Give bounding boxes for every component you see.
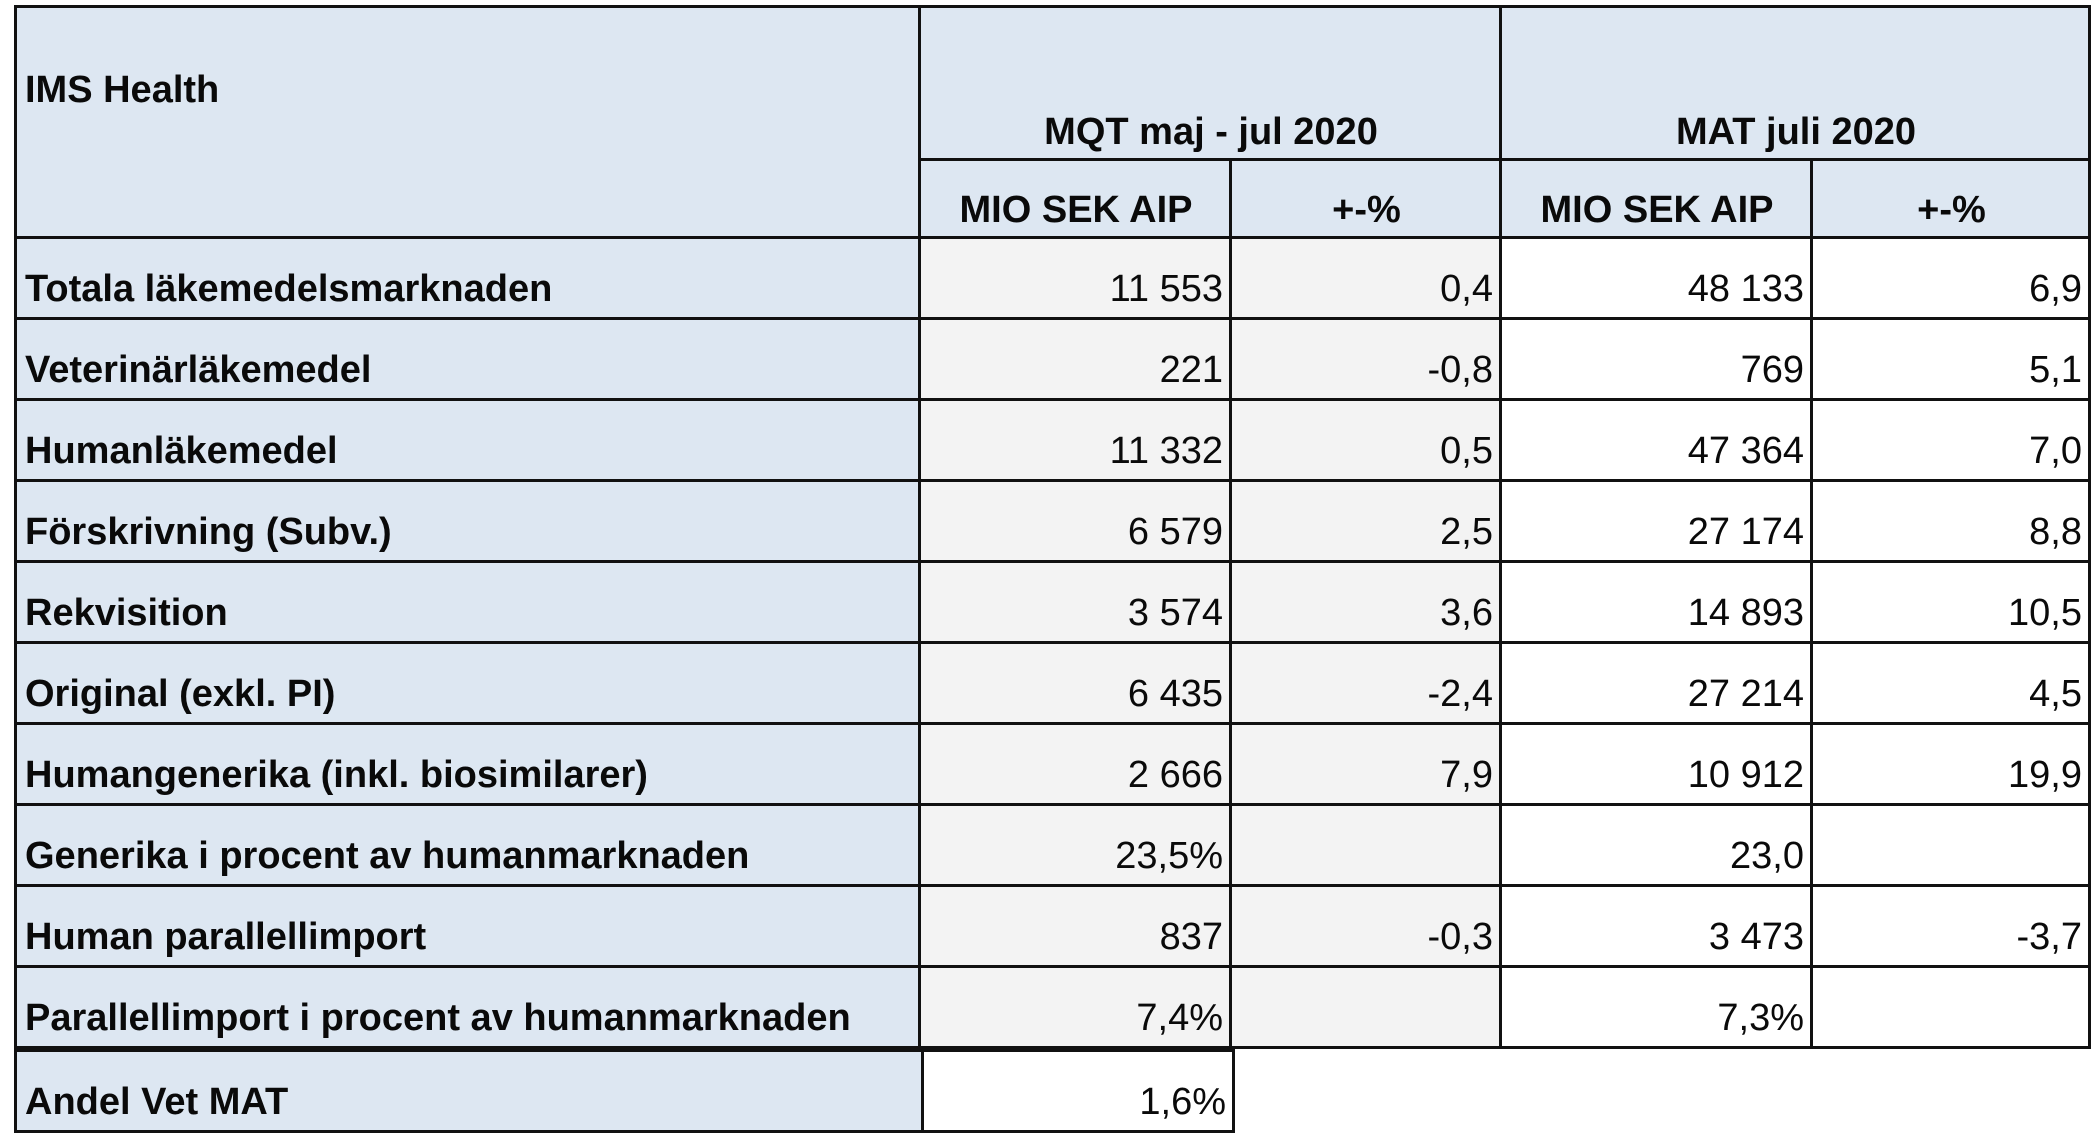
mqt-change-cell: 2,5	[1231, 481, 1501, 562]
mqt-value-cell: 6 579	[920, 481, 1231, 562]
source-label: IMS Health	[25, 68, 220, 111]
table-row	[16, 967, 2090, 1048]
mqt-change-cell: 7,9	[1231, 724, 1501, 805]
mqt-value-cell: 11 332	[920, 400, 1231, 481]
mat-change-cell: -3,7	[1812, 886, 2090, 967]
mat-value-cell: 23,0	[1501, 805, 1812, 886]
mat-value-cell: 769	[1501, 319, 1812, 400]
vet-share-label: Andel Vet MAT	[16, 1051, 923, 1132]
mat-change-cell: 7,0	[1812, 400, 2090, 481]
row-label: Veterinärläkemedel	[16, 319, 920, 400]
mat-value-cell: 27 174	[1501, 481, 1812, 562]
mat-value-cell: 10 912	[1501, 724, 1812, 805]
table-row	[16, 400, 2090, 481]
mqt-value-cell: 221	[920, 319, 1231, 400]
mqt-change-cell: -0,8	[1231, 319, 1501, 400]
mqt-change-cell	[1231, 805, 1501, 886]
table-row	[16, 643, 2090, 724]
row-label: Rekvisition	[16, 562, 920, 643]
market-table	[14, 5, 2091, 1049]
mat-change-cell: 4,5	[1812, 643, 2090, 724]
mqt-change-cell: 0,5	[1231, 400, 1501, 481]
vet-share-table	[14, 1049, 1235, 1133]
mat-value-cell: 48 133	[1501, 238, 1812, 319]
mat-change-cell	[1812, 967, 2090, 1048]
table-header-row	[16, 7, 2090, 160]
mqt-value-cell: 6 435	[920, 643, 1231, 724]
row-label: Humangenerika (inkl. biosimilarer)	[16, 724, 920, 805]
mat-change-cell: 5,1	[1812, 319, 2090, 400]
mqt-value-cell: 2 666	[920, 724, 1231, 805]
source-label-cell	[16, 7, 920, 238]
row-label: Generika i procent av humanmarknaden	[16, 805, 920, 886]
mat-change-cell: 10,5	[1812, 562, 2090, 643]
row-label: Förskrivning (Subv.)	[16, 481, 920, 562]
mqt-change-cell: 3,6	[1231, 562, 1501, 643]
mat-value-cell: 14 893	[1501, 562, 1812, 643]
mqt-change-cell: -0,3	[1231, 886, 1501, 967]
mat-value-cell: 27 214	[1501, 643, 1812, 724]
mat-period-header: MAT juli 2020	[1501, 7, 2090, 160]
vet-share-value: 1,6%	[923, 1051, 1234, 1132]
mqt-value-cell: 11 553	[920, 238, 1231, 319]
mqt-change-cell	[1231, 967, 1501, 1048]
mqt-value-cell: 7,4%	[920, 967, 1231, 1048]
mqt-change-header: +-%	[1231, 160, 1501, 238]
table-row	[16, 562, 2090, 643]
mat-change-header: +-%	[1812, 160, 2090, 238]
row-label: Humanläkemedel	[16, 400, 920, 481]
row-label: Parallellimport i procent av humanmarknaden	[16, 967, 920, 1048]
mat-change-cell: 19,9	[1812, 724, 2090, 805]
table-row	[16, 481, 2090, 562]
row-label: Totala läkemedelsmarknaden	[16, 238, 920, 319]
table-row	[16, 724, 2090, 805]
mat-change-cell: 8,8	[1812, 481, 2090, 562]
mqt-value-cell: 3 574	[920, 562, 1231, 643]
vet-share-row	[16, 1051, 1234, 1132]
table-row	[16, 805, 2090, 886]
mat-change-cell	[1812, 805, 2090, 886]
mqt-change-cell: 0,4	[1231, 238, 1501, 319]
row-label: Original (exkl. PI)	[16, 643, 920, 724]
table-row	[16, 319, 2090, 400]
row-label: Human parallellimport	[16, 886, 920, 967]
table-row	[16, 238, 2090, 319]
mqt-value-header: MIO SEK AIP	[920, 160, 1231, 238]
mqt-value-cell: 837	[920, 886, 1231, 967]
mat-value-cell: 47 364	[1501, 400, 1812, 481]
mat-value-cell: 7,3%	[1501, 967, 1812, 1048]
mat-value-header: MIO SEK AIP	[1501, 160, 1812, 238]
mat-value-cell: 3 473	[1501, 886, 1812, 967]
mat-change-cell: 6,9	[1812, 238, 2090, 319]
mqt-period-header: MQT maj - jul 2020	[920, 7, 1501, 160]
mqt-change-cell: -2,4	[1231, 643, 1501, 724]
mqt-value-cell: 23,5%	[920, 805, 1231, 886]
table-row	[16, 886, 2090, 967]
